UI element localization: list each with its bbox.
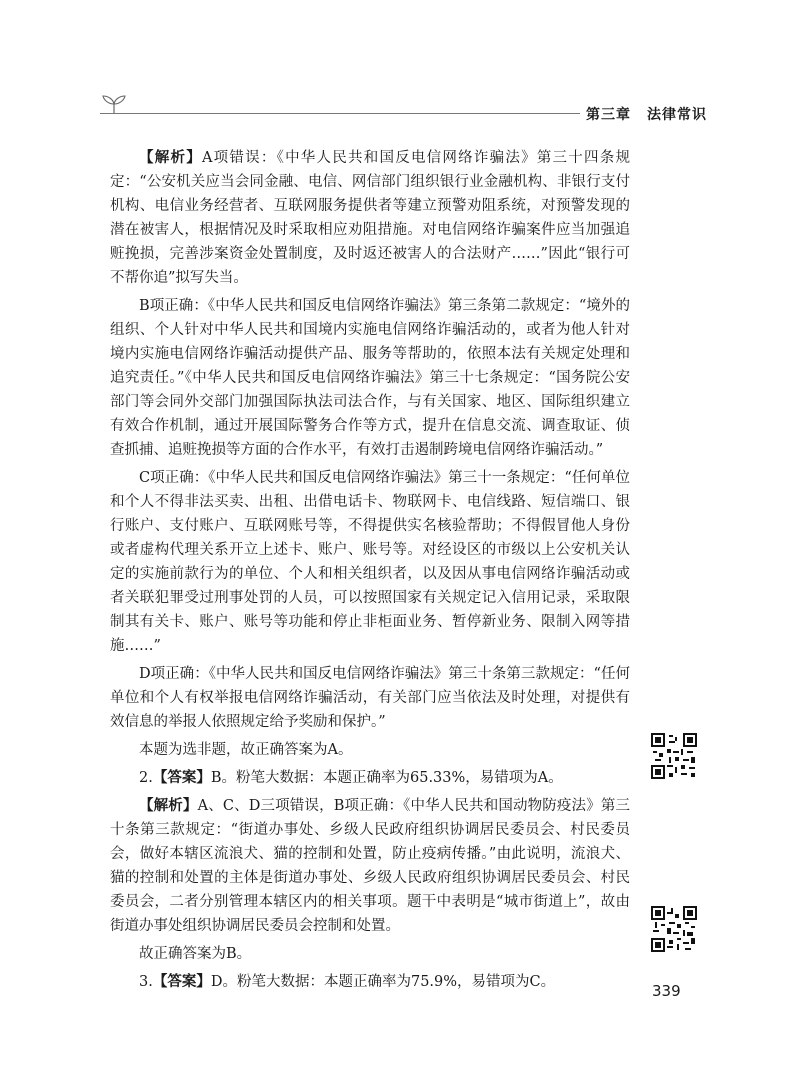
paragraph-answer-2: 2.【答案】B。粉笔大数据：本题正确率为65.33%，易错项为A。 [139,770,563,786]
paragraph-conclusion-2: 故正确答案为B。 [139,946,252,962]
chapter-number: 第三章 [586,107,631,123]
page-number: 339 [652,982,681,1000]
paragraph-option-b: B项正确：《中华人民共和国反电信网络诈骗法》第三条第二款规定：“境外的组织、个人针对中华人民共和国境内实施电信网络诈骗活动的，或者为他人针对境内实施电信网络诈骗活动提供产品、服务等帮助的，依照本法有关规定处理和追究责任。”《中华人民共和国反电信网络诈骗法》第三十七条规定：“国务院公安部门等会同外交部门加强国际执法司法合作，与有关国家、地区、国际组织建立有效合作机制，通过开展国际警务合作等方式，提升在信息交流、调查取证、侦查抓捕、追赃挽损等方面的合作水平，有效打击遏制跨境电信网络诈骗活动。” [110,298,630,458]
paragraph-option-d: D项正确：《中华人民共和国反电信网络诈骗法》第三十条第三款规定：“任何单位和个人有权举报电信网络诈骗活动，有关部门应当依法及时处理，对提供有效信息的举报人依照规定给予奖励和保护。” [110,666,630,730]
page-body [110,146,630,998]
paragraph-conclusion-1: 本题为选非题，故正确答案为A。 [139,742,353,758]
paragraph-answer-3: 3.【答案】D。粉笔大数据：本题正确率为75.9%，易错项为C。 [139,974,556,990]
chapter-title: 法律常识 [647,107,707,123]
qr-code-icon[interactable] [651,733,697,779]
paragraph-analysis-1: 【解析】A项错误：《中华人民共和国反电信网络诈骗法》第三十四条规定：“公安机关应当会同金融、电信、网信部门组织银行业金融机构、非银行支付机构、电信业务经营者、互联网服务提供者等建立预警劝阻系统，对预警发现的潜在被害人，根据情况及时采取相应劝阻措施。对电信网络诈骗案件应当加强追赃挽损，完善涉案资金处置制度，及时返还被害人的合法财产……”因此“银行可不帮你追”拟写失当。 [110,150,630,286]
answer-label: 【答案】 [152,770,211,786]
analysis-label: 【解析】 [139,150,202,166]
answer-label: 【答案】 [152,974,211,990]
chapter-heading [586,104,707,124]
qr-code-icon[interactable] [651,906,697,952]
analysis-label: 【解析】 [139,798,198,814]
paragraph-analysis-2: 【解析】A、C、D三项错误，B项正确：《中华人民共和国动物防疫法》第三十条第三款规定：“街道办事处、乡级人民政府组织协调居民委员会、村民委员会，做好本辖区流浪犬、猫的控制和处置，防止疫病传播。”由此说明，流浪犬、猫的控制和处置的主体是街道办事处、乡级人民政府组织协调居民委员会、村民委员会，二者分别管理本辖区内的相关事项。题干中表明是“城市街道上”，故由街道办事处组织协调居民委员会控制和处置。 [110,798,630,934]
header-rule [100,113,580,114]
paragraph-option-c: C项正确：《中华人民共和国反电信网络诈骗法》第三十一条规定：“任何单位和个人不得非法买卖、出租、出借电话卡、物联网卡、电信线路、短信端口、银行账户、支付账户、互联网账号等，不得提供实名核验帮助；不得假冒他人身份或者虚构代理关系开立上述卡、账户、账号等。对经设区的市级以上公安机关认定的实施前款行为的单位、个人和相关组织者，以及因从事电信网络诈骗活动或者关联犯罪受过刑事处罚的人员，可以按照国家有关规定记入信用记录，采取限制其有关卡、账户、账号等功能和停止非柜面业务、暂停新业务、限制入网等措施……” [110,470,630,654]
